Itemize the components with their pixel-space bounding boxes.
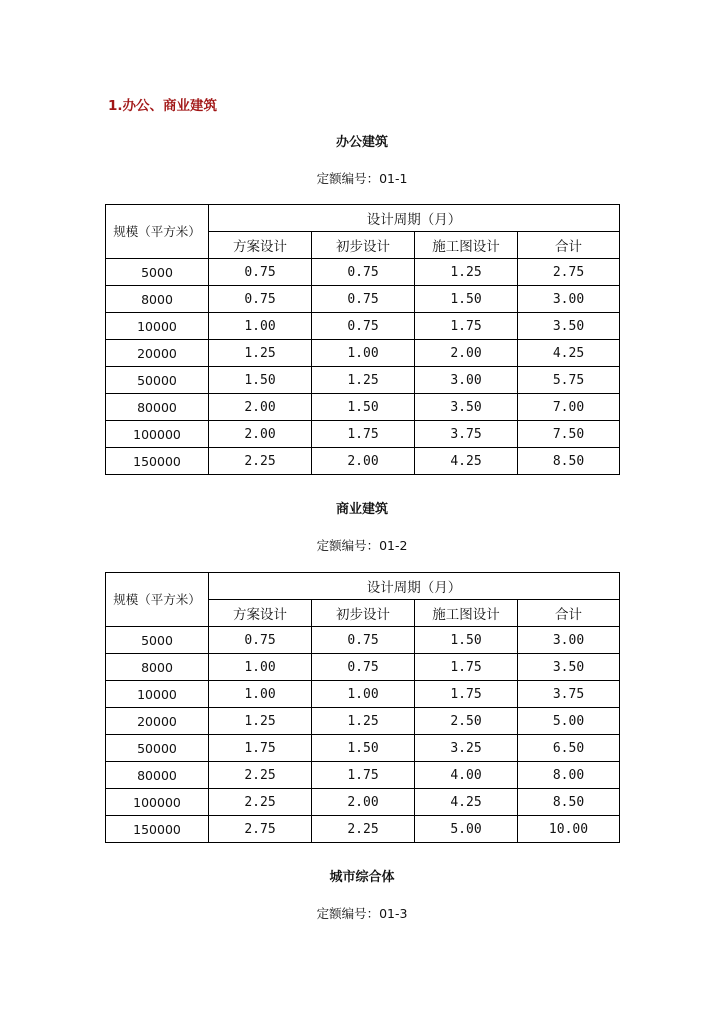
period-cell: 10.00: [518, 816, 620, 843]
period-cell: 1.75: [415, 313, 518, 340]
table-row: [106, 286, 620, 313]
period-cell: 1.25: [209, 708, 312, 735]
table-row: [106, 735, 620, 762]
column-header: 初步设计: [312, 232, 415, 259]
period-cell: 2.50: [415, 708, 518, 735]
column-header: 方案设计: [209, 600, 312, 627]
period-cell: 8.50: [518, 448, 620, 475]
period-cell: 3.75: [518, 681, 620, 708]
period-cell: 3.50: [518, 654, 620, 681]
scale-cell: 100000: [106, 421, 209, 448]
period-cell: 4.25: [415, 448, 518, 475]
period-cell: 2.00: [415, 340, 518, 367]
scale-header: 规模（平方米）: [106, 205, 209, 259]
period-cell: 0.75: [209, 259, 312, 286]
period-cell: 0.75: [312, 627, 415, 654]
period-cell: 2.25: [312, 816, 415, 843]
period-cell: 1.75: [312, 762, 415, 789]
period-cell: 3.50: [415, 394, 518, 421]
period-cell: 3.00: [518, 627, 620, 654]
column-header: 施工图设计: [415, 600, 518, 627]
period-cell: 1.75: [209, 735, 312, 762]
scale-cell: 150000: [106, 816, 209, 843]
period-cell: 2.00: [312, 448, 415, 475]
period-cell: 3.00: [415, 367, 518, 394]
table-row: [106, 816, 620, 843]
period-cell: 3.25: [415, 735, 518, 762]
table-row: [106, 394, 620, 421]
period-cell: 6.50: [518, 735, 620, 762]
period-cell: 1.00: [312, 340, 415, 367]
table-row: [106, 762, 620, 789]
period-cell: 2.00: [209, 421, 312, 448]
table-row: [106, 681, 620, 708]
table-row: [106, 708, 620, 735]
period-cell: 4.00: [415, 762, 518, 789]
period-cell: 2.25: [209, 762, 312, 789]
period-cell: 2.00: [209, 394, 312, 421]
period-cell: 2.00: [312, 789, 415, 816]
column-header: 合计: [518, 600, 620, 627]
period-cell: 5.75: [518, 367, 620, 394]
scale-cell: 80000: [106, 394, 209, 421]
period-cell: 3.75: [415, 421, 518, 448]
period-cell: 0.75: [312, 313, 415, 340]
office-quota-code: 定额编号：01-1: [316, 171, 408, 186]
period-cell: 1.00: [209, 654, 312, 681]
commercial-quota-code: 定额编号：01-2: [316, 538, 408, 553]
design-period-header: 设计周期（月）: [209, 205, 620, 232]
scale-cell: 20000: [106, 340, 209, 367]
period-cell: 3.50: [518, 313, 620, 340]
period-cell: 2.75: [518, 259, 620, 286]
period-cell: 0.75: [209, 627, 312, 654]
scale-cell: 80000: [106, 762, 209, 789]
scale-cell: 50000: [106, 367, 209, 394]
scale-cell: 8000: [106, 286, 209, 313]
period-cell: 1.50: [312, 735, 415, 762]
period-cell: 1.75: [415, 654, 518, 681]
table-row: [106, 259, 620, 286]
table-row: [106, 313, 620, 340]
scale-cell: 10000: [106, 313, 209, 340]
design-period-header: 设计周期（月）: [209, 573, 620, 600]
period-cell: 1.25: [209, 340, 312, 367]
period-cell: 4.25: [518, 340, 620, 367]
scale-cell: 8000: [106, 654, 209, 681]
table-row: [106, 367, 620, 394]
period-cell: 1.50: [209, 367, 312, 394]
period-cell: 7.50: [518, 421, 620, 448]
period-cell: 5.00: [518, 708, 620, 735]
column-header: 施工图设计: [415, 232, 518, 259]
period-cell: 1.50: [415, 627, 518, 654]
column-header: 合计: [518, 232, 620, 259]
period-cell: 1.25: [312, 367, 415, 394]
period-cell: 2.25: [209, 448, 312, 475]
scale-cell: 150000: [106, 448, 209, 475]
period-cell: 0.75: [312, 654, 415, 681]
table-row: [106, 448, 620, 475]
table-row: [106, 627, 620, 654]
table-row: [106, 421, 620, 448]
table-row: [106, 340, 620, 367]
scale-cell: 50000: [106, 735, 209, 762]
table-row: [106, 654, 620, 681]
scale-cell: 20000: [106, 708, 209, 735]
scale-header: 规模（平方米）: [106, 573, 209, 627]
period-cell: 8.00: [518, 762, 620, 789]
period-cell: 0.75: [312, 286, 415, 313]
period-cell: 1.25: [312, 708, 415, 735]
period-cell: 1.75: [415, 681, 518, 708]
urban-complex-quota-code: 定额编号：01-3: [316, 906, 408, 921]
commercial-building-title: 商业建筑: [335, 502, 388, 517]
period-cell: 3.00: [518, 286, 620, 313]
period-cell: 2.75: [209, 816, 312, 843]
period-cell: 5.00: [415, 816, 518, 843]
period-cell: 1.00: [209, 313, 312, 340]
scale-cell: 100000: [106, 789, 209, 816]
section-heading: 1.办公、商业建筑: [108, 98, 218, 114]
period-cell: 1.50: [312, 394, 415, 421]
column-header: 方案设计: [209, 232, 312, 259]
scale-cell: 5000: [106, 627, 209, 654]
urban-complex-title: 城市综合体: [329, 870, 395, 885]
period-cell: 0.75: [209, 286, 312, 313]
period-cell: 7.00: [518, 394, 620, 421]
period-cell: 2.25: [209, 789, 312, 816]
period-cell: 1.00: [209, 681, 312, 708]
commercial-design-period-table: [105, 572, 620, 843]
period-cell: 4.25: [415, 789, 518, 816]
office-building-title: 办公建筑: [335, 135, 388, 150]
period-cell: 1.00: [312, 681, 415, 708]
period-cell: 1.50: [415, 286, 518, 313]
column-header: 初步设计: [312, 600, 415, 627]
period-cell: 1.25: [415, 259, 518, 286]
period-cell: 8.50: [518, 789, 620, 816]
office-design-period-table: [105, 204, 620, 475]
period-cell: 1.75: [312, 421, 415, 448]
scale-cell: 5000: [106, 259, 209, 286]
table-row: [106, 789, 620, 816]
period-cell: 0.75: [312, 259, 415, 286]
scale-cell: 10000: [106, 681, 209, 708]
